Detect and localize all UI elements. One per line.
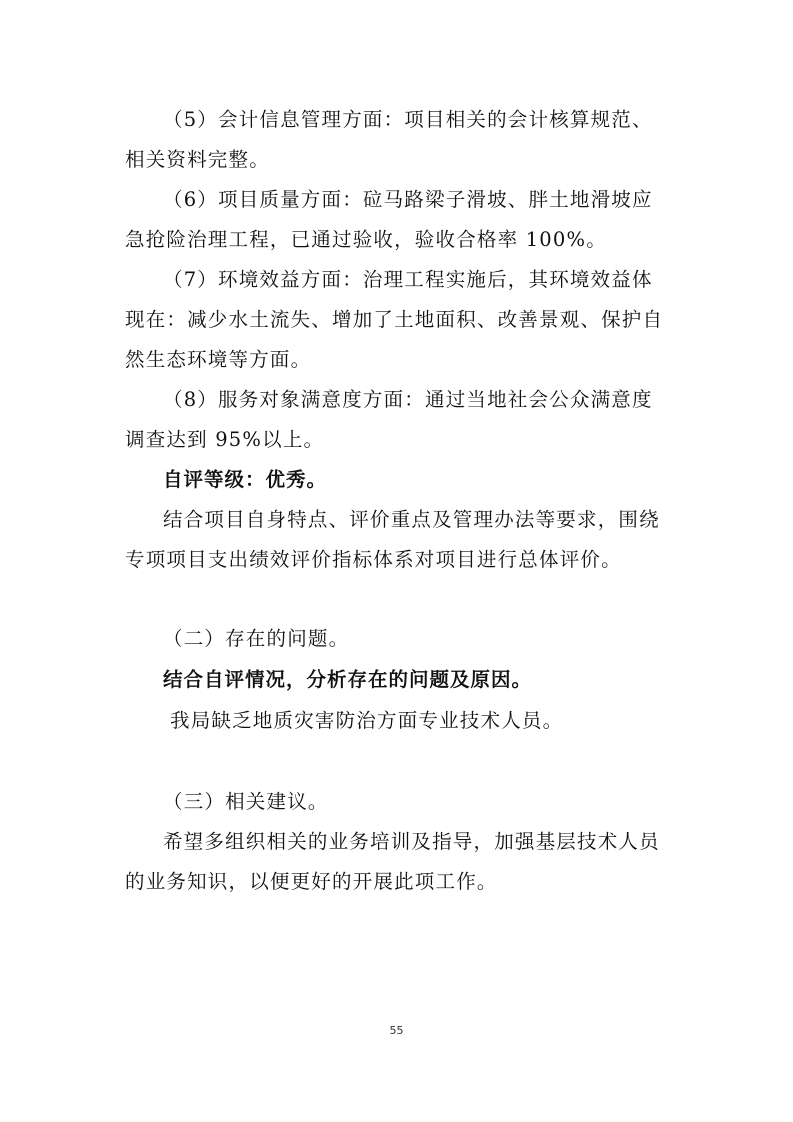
- section-2-subheading: 结合自评情况，分析存在的问题及原因。: [163, 668, 533, 691]
- paragraph-7-line-3: 然生态环境等方面。: [125, 348, 312, 371]
- page-number: 55: [389, 1024, 404, 1037]
- summary-line-2: 专项项目支出绩效评价指标体系对项目进行总体评价。: [125, 548, 622, 571]
- self-rating: 自评等级：优秀。: [163, 468, 328, 491]
- section-3-line-2: 的业务知识，以便更好的开展此项工作。: [125, 870, 498, 893]
- paragraph-6-line-2: 急抢险治理工程，已通过验收，验收合格率 100%。: [125, 228, 607, 251]
- section-2-heading: （二）存在的问题。: [163, 627, 350, 650]
- section-2-body: 我局缺乏地质灾害防治方面专业技术人员。: [170, 709, 564, 732]
- paragraph-7-line-2: 现在：减少水土流失、增加了土地面积、改善景观、保护自: [125, 308, 664, 331]
- paragraph-5-line-2: 相关资料完整。: [125, 148, 270, 171]
- paragraph-5-line-1: （5）会计信息管理方面：项目相关的会计核算规范、: [163, 108, 653, 131]
- paragraph-7-line-1: （7）环境效益方面：治理工程实施后，其环境效益体: [163, 268, 653, 291]
- paragraph-6-line-1: （6）项目质量方面：砬马路梁子滑坡、胖土地滑坡应: [163, 188, 653, 211]
- paragraph-8-line-2: 调查达到 95%以上。: [125, 428, 325, 451]
- paragraph-8-line-1: （8）服务对象满意度方面：通过当地社会公众满意度: [163, 388, 653, 411]
- section-3-line-1: 希望多组织相关的业务培训及指导，加强基层技术人员: [163, 830, 660, 853]
- section-3-heading: （三）相关建议。: [163, 790, 329, 813]
- summary-line-1: 结合项目自身特点、评价重点及管理办法等要求，围绕: [163, 508, 660, 531]
